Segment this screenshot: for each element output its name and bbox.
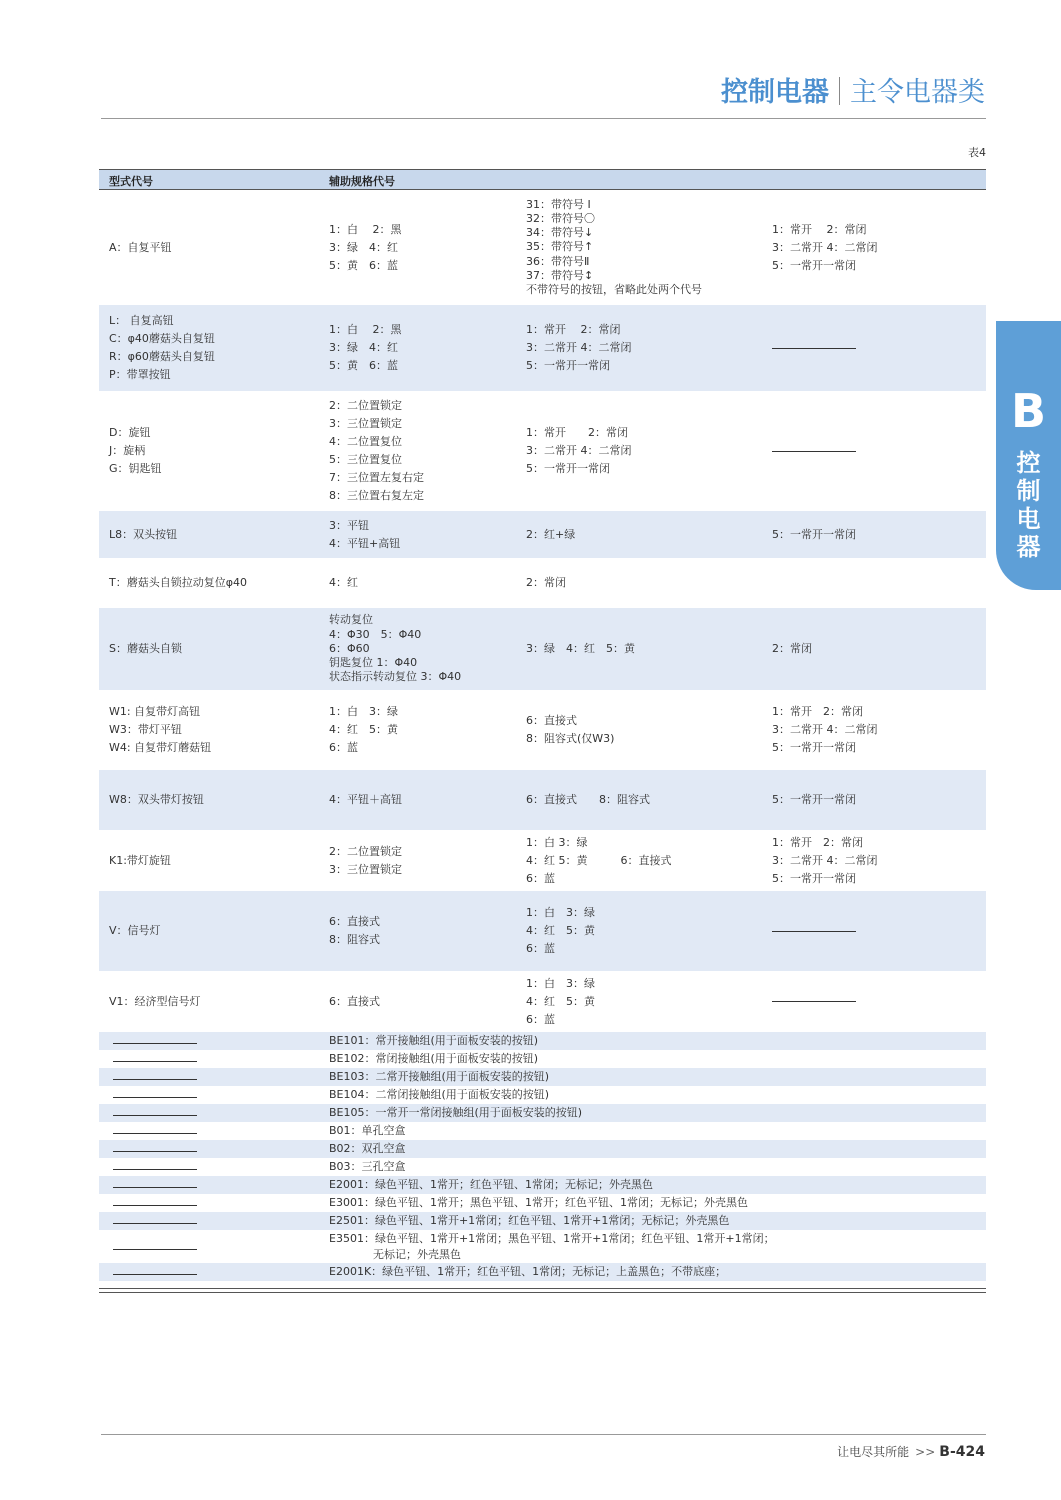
cell-line: 34：带符号↓: [526, 226, 594, 240]
empty-dash: [113, 1079, 197, 1080]
accessory-row: [99, 1158, 986, 1176]
cell-line: 2：红+绿: [526, 527, 576, 541]
cell-line: 3：绿 4：红: [329, 341, 398, 354]
spec-table: [99, 169, 986, 1281]
cell-line: 5：黄 6：蓝: [329, 359, 398, 372]
section-tab-char: 控: [1016, 449, 1041, 477]
cell-line: 1：常开 2：常闭: [772, 222, 867, 236]
table-cell-c2: [329, 830, 519, 891]
cell-line: 5：黄 6：蓝: [329, 258, 398, 272]
cell-line: S：蘑菇头自锁: [109, 642, 182, 655]
cell-line: 3：二常开 4：二常闭: [772, 723, 878, 736]
table-cell-c1: [109, 608, 319, 690]
accessory-line: B01：单孔空盒: [329, 1124, 406, 1137]
table-cell-c3: [526, 971, 766, 1032]
cell-line: 3：二常开 4：二常闭: [772, 240, 878, 254]
cell-line: 3：平钮: [329, 518, 369, 532]
table-cell-c2: [329, 190, 519, 305]
cell-line: W4: 自复带灯蘑菇钮: [109, 741, 212, 754]
cell-line: T：蘑菇头自锁拉动复位φ40: [109, 576, 247, 589]
cell-line: 4：Φ30 5：Φ40: [329, 627, 422, 641]
empty-dash: [113, 1223, 197, 1224]
accessory-text: [329, 1194, 748, 1212]
cell-line: 1：常开 2：常闭: [772, 705, 863, 718]
cell-line: 2：二位置锁定: [329, 399, 402, 412]
cell-line: 4：红 5：黄 6：直接式: [526, 853, 672, 867]
cell-line: 37：带符号↕: [526, 268, 594, 282]
cell-line: 3：二常开 4：二常闭: [772, 853, 878, 867]
table-cell-c2: [329, 770, 519, 830]
cell-line: L： 自复高钮: [109, 314, 174, 327]
table-cell-c2: [329, 690, 519, 770]
table-row: [99, 608, 986, 690]
cell-line: 6：蓝: [526, 942, 555, 955]
table-cell-c2: [329, 511, 519, 558]
accessory-row: [99, 1263, 986, 1281]
accessory-text: [329, 1176, 653, 1194]
cell-line: 2：二位置锁定: [329, 844, 402, 858]
cell-line: 35：带符号↑: [526, 240, 594, 254]
cell-line: 3：三位置锁定: [329, 417, 402, 430]
table-label: 表4: [968, 146, 986, 159]
accessory-text: [329, 1050, 538, 1068]
cell-line: 3：二常开 4：二常闭: [526, 341, 632, 354]
table-cell-c4: [772, 770, 982, 830]
cell-line: L8：双头按钮: [109, 527, 178, 541]
table-cell-c4: [772, 391, 982, 511]
cell-line: C：φ40蘑菇头自复钮: [109, 332, 215, 345]
table-cell-c3: [526, 770, 766, 830]
table-cell-c2: [329, 608, 519, 690]
section-tab: [996, 321, 1061, 590]
accessory-line: E2001：绿色平钮、1常开；红色平钮、1常闭；无标记；外壳黑色: [329, 1178, 653, 1191]
table-row: [99, 770, 986, 830]
accessory-row: [99, 1068, 986, 1086]
cell-line: 4：红: [329, 576, 358, 589]
cell-line: 3：三位置锁定: [329, 862, 402, 876]
footer-rule: [101, 1434, 986, 1435]
accessory-text: [329, 1231, 775, 1263]
accessory-text: [329, 1140, 406, 1158]
section-tab-letter: B: [1010, 384, 1047, 438]
table-cell-c1: [109, 690, 319, 770]
cell-line: 4：二位置复位: [329, 435, 402, 448]
cell-line: 6：直接式 8：阻容式: [526, 793, 650, 806]
cell-line: 8：阻容式: [329, 933, 380, 946]
cell-line: 不带符号的按钮，省略此处两个代号: [526, 283, 702, 296]
table-body: [99, 190, 986, 1032]
empty-dash: [772, 931, 856, 932]
accessory-text: [329, 1212, 729, 1230]
empty-dash: [113, 1097, 197, 1098]
accessory-text: [329, 1068, 549, 1086]
cell-line: 6：Φ60: [329, 641, 370, 655]
empty-dash: [113, 1151, 197, 1152]
table-cell-c3: [526, 558, 766, 608]
table-row: [99, 690, 986, 770]
cell-line: W1: 自复带灯高钮: [109, 705, 201, 718]
table-cell-c3: [526, 608, 766, 690]
accessory-row: [99, 1032, 986, 1050]
header-rule: [101, 118, 986, 119]
table-cell-c4: [772, 511, 982, 558]
table-row: [99, 558, 986, 608]
cell-line: J：旋柄: [109, 444, 146, 457]
cell-line: G：钥匙钮: [109, 462, 162, 475]
table-cell-c2: [329, 305, 519, 391]
footer-slogan: 让电尽其所能: [837, 1445, 910, 1459]
cell-line: 32：带符号〇: [526, 211, 595, 225]
cell-line: 6：蓝: [526, 871, 555, 885]
cell-line: 1：白 3：绿: [526, 976, 595, 990]
header-divider: [839, 77, 840, 105]
empty-dash: [113, 1249, 197, 1250]
cell-line: 5：一常开一常闭: [772, 871, 856, 885]
table-row: [99, 305, 986, 391]
table-cell-c1: [109, 971, 319, 1032]
table-bottom-rule: [99, 1288, 986, 1293]
cell-line: P：带罩按钮: [109, 368, 171, 381]
cell-line: 1：白 3：绿: [526, 835, 588, 849]
accessory-text: [329, 1104, 582, 1122]
cell-line: 5：一常开一常闭: [772, 741, 856, 754]
cell-line: 5：一常开一常闭: [526, 462, 610, 475]
cell-line: 4：红 5：黄: [526, 994, 595, 1008]
empty-dash: [113, 1187, 197, 1188]
accessory-text: [329, 1263, 726, 1281]
table-cell-c3: [526, 190, 766, 305]
section-tab-char: 制: [1016, 477, 1041, 505]
header-title-main: 控制电器: [721, 77, 829, 108]
accessory-row: [99, 1104, 986, 1122]
accessory-text: [329, 1122, 406, 1140]
accessory-line: E3501：绿色平钮、1常开+1常闭；黑色平钮、1常开+1常闭；红色平钮、1常开+1常闭；: [329, 1232, 775, 1245]
cell-line: 6：蓝: [526, 1012, 555, 1026]
section-tab-char: 器: [1016, 533, 1041, 561]
page-number: B-424: [939, 1444, 985, 1460]
empty-dash: [772, 451, 856, 452]
empty-dash: [772, 348, 856, 349]
cell-line: 1：常开 2：常闭: [526, 323, 621, 336]
footer-arrow: >>: [915, 1445, 936, 1459]
accessory-text: [329, 1032, 538, 1050]
cell-line: 1：白 3：绿: [329, 705, 398, 718]
table-cell-c1: [109, 511, 319, 558]
table-cell-c4: [772, 305, 982, 391]
cell-line: 4：红 5：黄: [329, 723, 398, 736]
empty-dash: [113, 1274, 197, 1275]
cell-line: 6：直接式: [329, 994, 380, 1008]
empty-dash: [113, 1043, 197, 1044]
table-row: [99, 971, 986, 1032]
cell-line: 5：一常开一常闭: [526, 359, 610, 372]
empty-dash: [772, 1001, 856, 1002]
cell-line: 1：白 2：黑: [329, 323, 402, 336]
table-cell-c2: [329, 971, 519, 1032]
cell-line: R：φ60蘑菇头自复钮: [109, 350, 215, 363]
cell-line: V1：经济型信号灯: [109, 994, 201, 1008]
empty-dash: [113, 1061, 197, 1062]
accessory-line: BE104：二常闭接触组(用于面板安装的按钮): [329, 1088, 550, 1101]
cell-line: 8：阻容式(仅W3): [526, 732, 615, 745]
table-cell-c4: [772, 608, 982, 690]
table-cell-c4: [772, 971, 982, 1032]
accessory-line: BE101：常开接触组(用于面板安装的按钮): [329, 1034, 539, 1047]
cell-line: 4：红 5：黄: [526, 924, 595, 937]
table-cell-c3: [526, 690, 766, 770]
cell-line: 状态指示转动复位 3：Φ40: [329, 670, 462, 684]
table-cell-c3: [526, 891, 766, 971]
cell-line: 1：常开 2：常闭: [772, 835, 863, 849]
table-row: [99, 190, 986, 305]
accessory-row: [99, 1176, 986, 1194]
cell-line: 6：直接式: [526, 714, 577, 727]
cell-line: 5：三位置复位: [329, 453, 402, 466]
accessory-line: E2001K：绿色平钮、1常开；红色平钮、1常闭；无标记；上盖黑色；不带底座；: [329, 1265, 727, 1278]
accessory-line: 无标记；外壳黑色: [329, 1248, 461, 1261]
section-tab-text: [996, 449, 1061, 561]
column-header-type-code: 型式代号: [109, 175, 153, 188]
table-cell-c3: [526, 511, 766, 558]
accessory-row: [99, 1086, 986, 1104]
cell-line: V：信号灯: [109, 924, 161, 937]
accessory-row: [99, 1122, 986, 1140]
accessory-line: BE103：二常开接触组(用于面板安装的按钮): [329, 1070, 550, 1083]
cell-line: 7：三位置左复右定: [329, 471, 424, 484]
accessory-line: B03：三孔空盒: [329, 1160, 406, 1173]
cell-line: 1：白 2：黑: [329, 222, 402, 236]
table-cell-c1: [109, 190, 319, 305]
table-cell-c4: [772, 190, 982, 305]
cell-line: K1:带灯旋钮: [109, 853, 171, 867]
accessory-text: [329, 1158, 406, 1176]
accessory-text: [329, 1086, 549, 1104]
cell-line: 3：二常开 4：二常闭: [526, 444, 632, 457]
table-cell-c4: [772, 690, 982, 770]
cell-line: 4：平钮+高钮: [329, 536, 401, 550]
cell-line: 3：绿 4：红 5：黄: [526, 642, 635, 655]
table-row: [99, 511, 986, 558]
cell-line: 2：常闭: [526, 576, 566, 589]
accessory-row: [99, 1230, 986, 1263]
cell-line: A：自复平钮: [109, 240, 172, 254]
cell-line: 4：平钮＋高钮: [329, 793, 402, 806]
table-row: [99, 391, 986, 511]
table-cell-c3: [526, 305, 766, 391]
table-cell-c2: [329, 391, 519, 511]
table-cell-c2: [329, 891, 519, 971]
cell-line: 6：蓝: [329, 741, 358, 754]
empty-dash: [113, 1169, 197, 1170]
table-cell-c4: [772, 830, 982, 891]
table-cell-c1: [109, 770, 319, 830]
accessory-line: BE105：一常开一常闭接触组(用于面板安装的按钮): [329, 1106, 583, 1119]
accessory-row: [99, 1140, 986, 1158]
table-cell-c1: [109, 891, 319, 971]
empty-dash: [113, 1115, 197, 1116]
accessory-line: BE102：常闭接触组(用于面板安装的按钮): [329, 1052, 539, 1065]
cell-line: 5：一常开一常闭: [772, 258, 856, 272]
accessory-list: [99, 1032, 986, 1281]
cell-line: W8：双头带灯按钮: [109, 793, 204, 806]
accessory-line: B02：双孔空盒: [329, 1142, 406, 1155]
table-cell-c3: [526, 391, 766, 511]
cell-line: 5：一常开一常闭: [772, 793, 856, 806]
cell-line: 1：常开 2：常闭: [526, 426, 628, 439]
section-tab-char: 电: [1016, 505, 1041, 533]
cell-line: 8：三位置右复左定: [329, 489, 424, 502]
table-cell-c1: [109, 558, 319, 608]
accessory-row: [99, 1050, 986, 1068]
table-header-row: [99, 170, 986, 190]
cell-line: 5：一常开一常闭: [772, 527, 856, 541]
cell-line: 36：带符号Ⅱ: [526, 254, 590, 268]
accessory-row: [99, 1194, 986, 1212]
table-row: [99, 891, 986, 971]
cell-line: D：旋钮: [109, 426, 151, 439]
accessory-row: [99, 1212, 986, 1230]
cell-line: 6：直接式: [329, 915, 380, 928]
accessory-line: E3001：绿色平钮、1常开；黑色平钮、1常开；红色平钮、1常闭；无标记；外壳黑色: [329, 1196, 748, 1209]
empty-dash: [113, 1133, 197, 1134]
cell-line: 转动复位: [329, 613, 373, 627]
table-cell-c1: [109, 391, 319, 511]
page-footer: [837, 1443, 985, 1460]
page-header: [721, 70, 985, 109]
header-title-sub: 主令电器类: [850, 77, 985, 108]
table-cell-c2: [329, 558, 519, 608]
cell-line: 1：白 3：绿: [526, 906, 595, 919]
cell-line: 31：带符号 I: [526, 197, 591, 211]
table-cell-c4: [772, 558, 982, 608]
empty-dash: [113, 1205, 197, 1206]
cell-line: 钥匙复位 1：Φ40: [329, 656, 418, 670]
table-cell-c3: [526, 830, 766, 891]
cell-line: 3：绿 4：红: [329, 240, 398, 254]
table-cell-c4: [772, 891, 982, 971]
cell-line: W3：带灯平钮: [109, 723, 182, 736]
column-header-aux-code: 辅助规格代号: [329, 175, 395, 188]
table-cell-c1: [109, 305, 319, 391]
table-row: [99, 830, 986, 891]
accessory-line: E2501：绿色平钮、1常开+1常闭；红色平钮、1常开+1常闭；无标记；外壳黑色: [329, 1214, 730, 1227]
table-cell-c1: [109, 830, 319, 891]
cell-line: 2：常闭: [772, 642, 812, 655]
